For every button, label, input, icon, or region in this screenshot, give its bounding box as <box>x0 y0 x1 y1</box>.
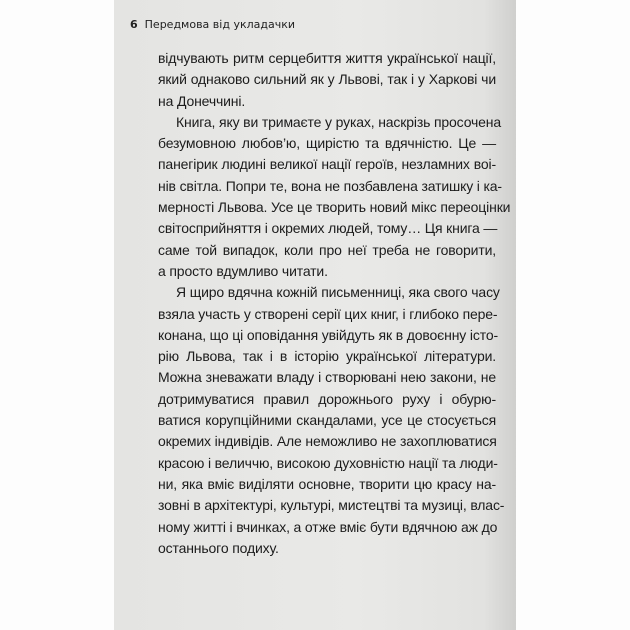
text-line: мерності Львова. Усе це творить новий мікс переоцінки <box>158 199 511 216</box>
text-line: відчувають ритм серцебиття життя української нації, <box>158 50 496 66</box>
paragraph <box>158 282 505 559</box>
text-line: ному житті і вчинках, а отже вміє бути вдячною аж до <box>158 518 498 535</box>
paragraph <box>158 112 511 282</box>
body-text <box>158 48 511 559</box>
text-line: рію Львова, так і в історію української літератури. <box>158 348 496 365</box>
book-page <box>114 0 516 630</box>
text-line: на Донеччині. <box>158 92 246 109</box>
text-line: безумовною любов’ю, щирістю та вдячністю. Це — <box>158 135 496 152</box>
text-line: нів світла. Попри те, вона не позбавлена затишку і ка- <box>158 177 502 194</box>
page-number: 6 <box>130 18 138 31</box>
text-line: Книга, яку ви тримаєте у руках, наскрізь просочена <box>176 113 502 130</box>
paragraph <box>158 48 496 112</box>
text-line: ни, яка вміє виділяти основне, творити цю красу на- <box>158 475 496 492</box>
text-line: дотримуватися правил дорожнього руху і обурю- <box>158 390 496 407</box>
text-line: конана, що ці оповідання увійдуть як в довоєнну істо- <box>158 326 498 343</box>
running-header <box>130 18 295 31</box>
text-line: взяла участь у створені серії цих книг, і глибоко пере- <box>158 305 498 322</box>
text-line: окремих індивідів. Але неможливо не захоплюватися <box>158 433 497 450</box>
text-line: який однаково сильний як у Львові, так і у Харкові чи <box>158 71 496 88</box>
text-line: а просто вдумливо читати. <box>158 262 328 279</box>
text-line: Можна зневажати владу і створювані нею закони, не <box>158 369 496 386</box>
text-line: панегірик людині великої нації героїв, незламних воі- <box>158 156 496 173</box>
text-line: ватися корупційними скандалами, усе це стосується <box>158 412 496 429</box>
text-line: світосприйняття і окремих людей, тому… Ця книга — <box>158 220 498 237</box>
text-line: останнього подиху. <box>158 539 279 556</box>
text-line: саме той випадок, коли про неї треба не говорити, <box>158 241 496 258</box>
text-line: красою і величчю, високою духовністю нації та люди- <box>158 454 498 471</box>
running-title: Передмова від укладачки <box>144 18 296 31</box>
text-line: Я щиро вдячна кожній письменниці, яка свого часу <box>176 284 500 301</box>
text-line: зовні в архітектурі, культурі, мистецтві та музиці, влас- <box>158 497 505 514</box>
